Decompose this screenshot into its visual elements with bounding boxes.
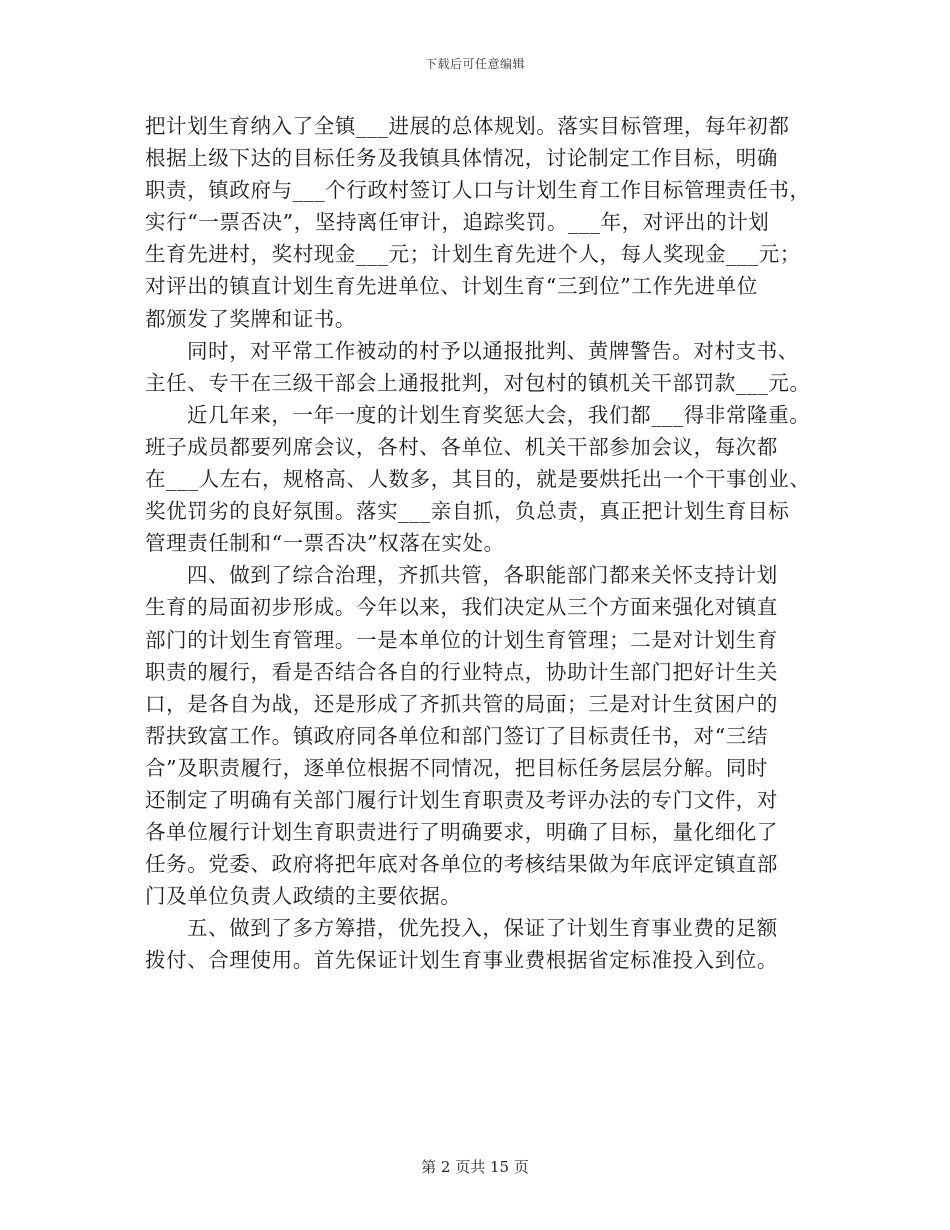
text-line: 部门的计划生育管理。一是本单位的计划生育管理；二是对计划生育: [145, 627, 778, 652]
text-line: 门及单位负责人政绩的主要依据。: [145, 884, 462, 909]
text-line: 职责的履行，看是否结合各自的行业特点，协助计生部门把好计生关: [145, 659, 778, 684]
text-line: 根据上级下达的目标任务及我镇具体情况，讨论制定工作目标，明确: [145, 146, 778, 171]
text-line: 对评出的镇直计划生育先进单位、计划生育“三到位”工作先进单位: [145, 274, 758, 299]
text-line: 帮扶致富工作。镇政府同各单位和部门签订了目标责任书，对“三结: [145, 723, 768, 748]
text-line: 口，是各自为战，还是形成了齐抓共管的局面；三是对计生贫困户的: [145, 691, 778, 716]
text-line: 各单位履行计划生育职责进行了明确要求，明确了目标，量化细化了: [145, 820, 778, 845]
page-header: 下载后可任意编辑: [424, 57, 525, 71]
text-line: 同时，对平常工作被动的村予以通报批判、黄牌警告。对村支书、: [187, 338, 799, 363]
text-line: 四、做到了综合治理，齐抓共管，各职能部门都来关怀支持计划: [187, 563, 778, 588]
text-line: 生育的局面初步形成。今年以来，我们决定从三个方面来强化对镇直: [145, 595, 778, 620]
text-line: 还制定了明确有关部门履行计划生育职责及考评办法的专门文件，对: [145, 787, 778, 812]
text-line: 都颁发了奖牌和证书。: [145, 306, 356, 331]
text-line: 班子成员都要列席会议，各村、各单位、机关干部参加会议，每次都: [145, 434, 778, 459]
text-line: 五、做到了多方筹措，优先投入，保证了计划生育事业费的足额: [187, 916, 778, 941]
text-line: 任务。党委、政府将把年底对各单位的考核结果做为年底评定镇直部: [145, 852, 778, 877]
document-body: [145, 110, 815, 977]
text-line: 奖优罚劣的良好氛围。落实___亲自抓，负总责，真正把计划生育目标: [145, 499, 790, 524]
text-line: 生育先进村，奖村现金___元；计划生育先进个人，每人奖现金___元；: [145, 242, 801, 267]
text-line: 近几年来，一年一度的计划生育奖惩大会，我们都___得非常隆重。: [187, 402, 811, 427]
text-line: 实行“一票否决”，坚持离任审计，追踪奖罚。___年，对评出的计划: [145, 210, 770, 235]
text-line: 主任、专干在三级干部会上通报批判，对包村的镇机关干部罚款___元。: [145, 370, 811, 395]
text-line: 合”及职责履行，逐单位根据不同情况，把目标任务层层分解。同时: [145, 755, 768, 780]
text-line: 管理责任制和“一票否决”权落在实处。: [145, 531, 505, 556]
text-line: 在___人左右，规格高、人数多，其目的，就是要烘托出一个干事创业、: [145, 467, 811, 492]
text-line: 拨付、合理使用。首先保证计划生育事业费根据省定标准投入到位。: [145, 948, 778, 973]
page-footer: 第 2 页共 15 页: [421, 1158, 529, 1176]
text-line: 职责，镇政府与___个行政村签订人口与计划生育工作目标管理责任书，: [145, 178, 811, 203]
text-line: 把计划生育纳入了全镇___进展的总体规划。落实目标管理，每年初都: [145, 114, 790, 138]
